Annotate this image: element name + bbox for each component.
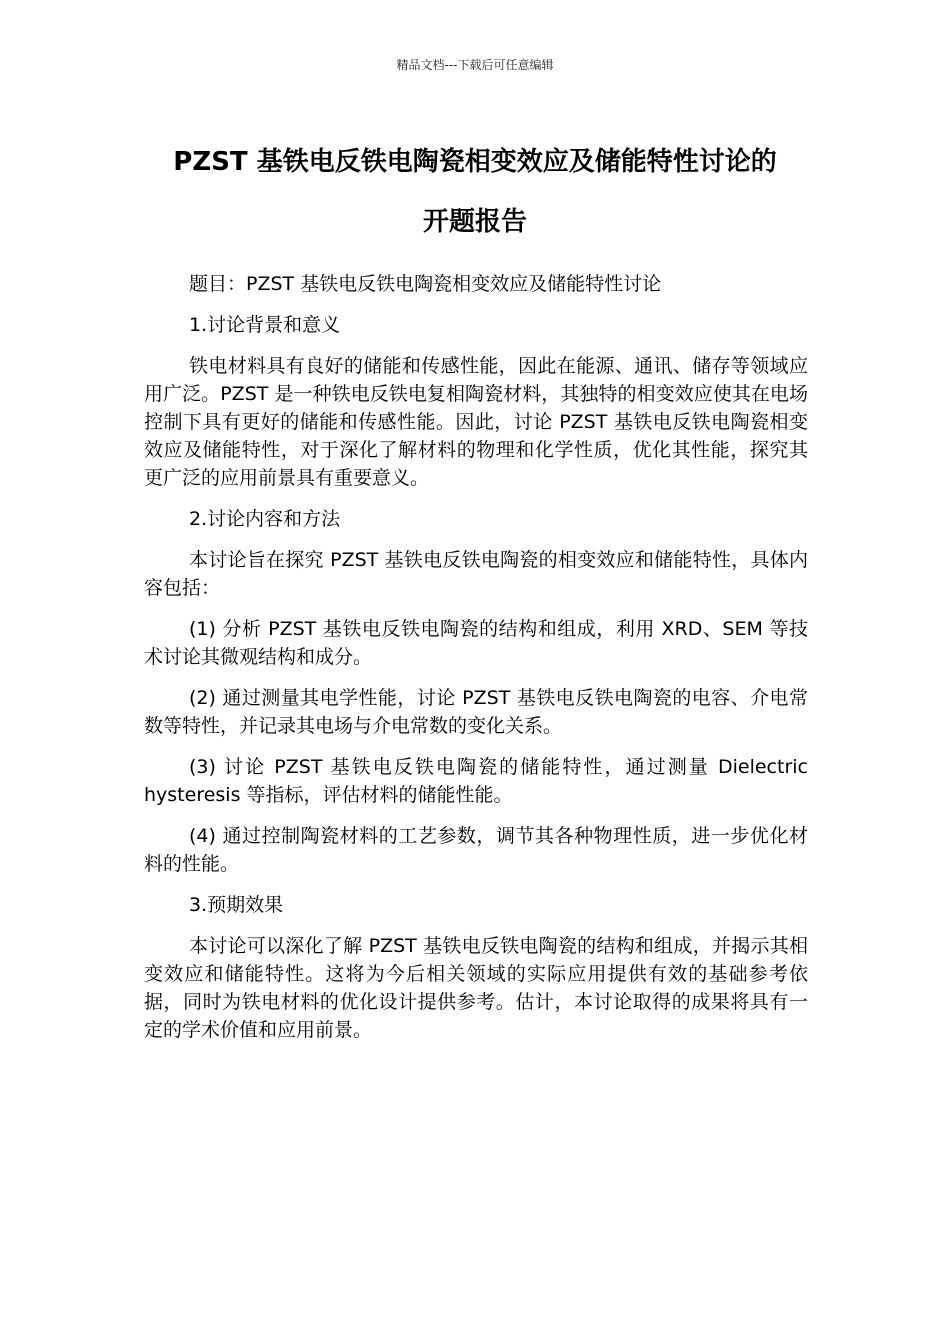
content-item-2: (2) 通过测量其电学性能，讨论 PZST 基铁电反铁电陶瓷的电容、介电常数等特性，并记录其电场与介电常数的变化关系。 xyxy=(144,687,808,737)
section-heading-content-method: 2.讨论内容和方法 xyxy=(189,508,341,530)
section-heading-background: 1.讨论背景和意义 xyxy=(189,314,341,336)
document-title-line-1: PZST 基铁电反铁电陶瓷相变效应及储能特性讨论的 xyxy=(173,147,777,177)
expected-effect-paragraph: 本讨论可以深化了解 PZST 基铁电反铁电陶瓷的结构和组成，并揭示其相变效应和储能特性。这将为今后相关领域的实际应用提供有效的基础参考依据，同时为铁电材料的优化设计提供参考。估计，本讨论取得的成果将具有一定的学术价值和应用前景。 xyxy=(144,935,808,1041)
content-item-1: (1) 分析 PZST 基铁电反铁电陶瓷的结构和组成，利用 XRD、SEM 等技术讨论其微观结构和成分。 xyxy=(144,618,808,668)
document-title-line-2: 开题报告 xyxy=(422,207,527,237)
background-paragraph: 铁电材料具有良好的储能和传感性能，因此在能源、通讯、储存等领域应用广泛。PZST 是一种铁电反铁电复相陶瓷材料，其独特的相变效应使其在电场控制下具有更好的储能和传感性能。因此，讨论 PZST 基铁电反铁电陶瓷相变效应及储能特性，对于深化了解材料的物理和化学性质，优化其性能，探究其更广泛的应用前景具有重要意义。 xyxy=(144,355,808,489)
document-title xyxy=(120,132,830,252)
header-note: 精品文档---下载后可任意编辑 xyxy=(396,58,554,72)
content-item-4: (4) 通过控制陶瓷材料的工艺参数，调节其各种物理性质，进一步优化材料的性能。 xyxy=(144,825,808,875)
document-body xyxy=(144,270,808,1057)
content-item-3: (3) 讨论 PZST 基铁电反铁电陶瓷的储能特性，通过测量 Dielectric hysteresis 等指标，评估材料的储能性能。 xyxy=(144,756,808,806)
content-intro-paragraph: 本讨论旨在探究 PZST 基铁电反铁电陶瓷的相变效应和储能特性，具体内容包括： xyxy=(144,549,808,599)
topic-line: 题目：PZST 基铁电反铁电陶瓷相变效应及储能特性讨论 xyxy=(189,273,662,295)
section-heading-expected-effect: 3.预期效果 xyxy=(189,894,284,916)
